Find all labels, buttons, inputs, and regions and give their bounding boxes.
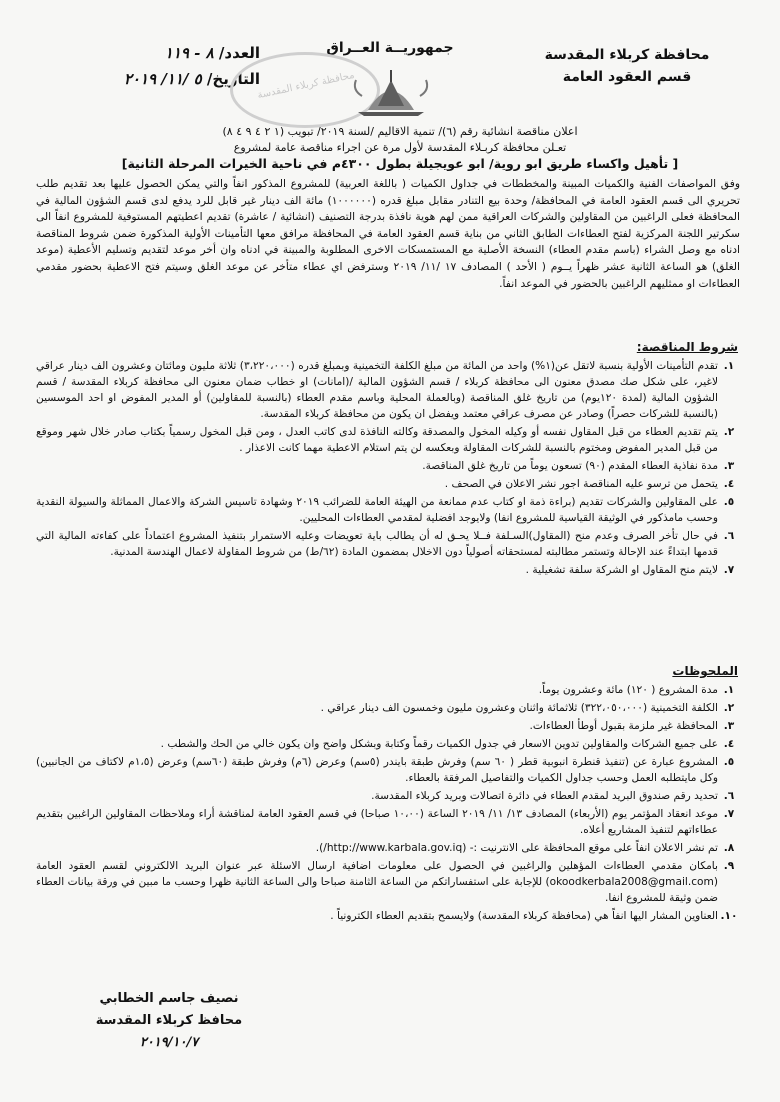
list-item-text: المشروع عبارة عن (تنفيذ قنطرة انبوبية قطر ( ٦٠ سم) وفرش طبقة بايندر (٥سم) وعرض (٦م) وفرش طبقة (٦٠سم) وعرض (١،٥م لاكتاف من الجانبين) وكل مايتطلبه العمل وحسب جداول الكميات والتفاصيل المرفقة بالعطاء. <box>36 756 718 784</box>
list-item-number: ٧. <box>723 564 735 576</box>
list-item-text: الكلفة التخمينية (٣٢٢،٠٥٠،٠٠٠) ثلاثمائة واثنان وعشرون مليون وخمسون الف دينار عراقي . <box>320 702 718 714</box>
reference-number <box>40 40 260 66</box>
conditions-title: شروط المناقصة: <box>636 340 738 354</box>
list-item-number: ٢. <box>723 702 735 714</box>
list-item-number: ٤. <box>723 738 735 750</box>
list-item-text: لايتم منح المقاول او الشركة سلفة تشغيلية . <box>525 564 718 576</box>
signatory-title: محافظ كربلاء المقدسة <box>95 1013 243 1028</box>
list-item-text: المحافظة غير ملزمة بقبول أوطأ العطاءات. <box>529 720 718 732</box>
list-item-text: بامكان مقدمي العطاءات المؤهلين والراغبين في الحصول على معلومات اضافية ارسال الاسئلة عبر عنوان البريد الالكتروني لقسم العقود العامة (okoodkerbala2008@gmail.com) للإجابة على استفساراتكم من الساعة الثامنة صباحا والى الساعة الثانية ظهرا وحسب ما مبين في ورقة بيانات العطاء ضمن وثيقة للمشروع انفا. <box>36 860 718 904</box>
list-item <box>36 788 740 804</box>
announcement-heading <box>60 124 740 172</box>
list-item-number: ٩. <box>723 860 735 872</box>
list-item-number: ٥. <box>723 496 735 508</box>
notes-list <box>36 682 740 926</box>
list-item <box>36 908 740 924</box>
department-name: قسم العقود العامة <box>562 69 692 85</box>
list-item-text: في حال تأخر الصرف وعدم منح (المقاول)السـلفة فــلا يحـق له أن يطالب باية تعويضات وعليه الاستمرار بتنفيذ المشروع اعتماداً على كفاءته المالية التي قدمها ابتداءً عند الإحالة وتستمر مطالبته لمستحقاته أصولياً دون الاخلال بمضمون المادة (٦٢/ط) من شروط المقاولة لاعمال الهندسة المدنية. <box>36 530 718 558</box>
list-item <box>36 476 740 492</box>
list-item-number: ٣. <box>723 720 735 732</box>
list-item-text: على المقاولين والشركات تقديم (براءة ذمة او كتاب عدم ممانعة من الهيئة العامة للضرائب ٢٠١٩ وشهادة تاسيس الشركة والاعمال المماثلة والسيولة النقدية وحسب مامذكور في الوثيقة القياسية للمشروع انفا) ولايوجد افضلية لمقدمي العطاءات المحليين. <box>36 496 718 524</box>
list-item-text: يتم تقديم العطاء من قبل المقاول نفسه أو وكيله المخول والمصدقة وكالته النافذة لدى كاتب العدل ، ومن قبل المخول رسمياً بكتاب صادر خلال شهر وموقع من قبل المدير المفوض ومختوم بالنسبة للشركات المقاولة وبعكسه لن يتم استلام الاعطية مهما كانت الاعذار . <box>36 426 718 454</box>
signatory-name: نصيف جاسم الخطابي <box>99 991 239 1006</box>
list-item-number: ١. <box>723 360 735 372</box>
list-item-text: العناوين المشار اليها انفاً هي (محافظة كربلاء المقدسة) ولايسمح بتقديم العطاء الكترونياً . <box>330 910 718 922</box>
signature-date: ٢٠١٩/١٠/٧ <box>139 1035 199 1050</box>
list-item <box>36 736 740 752</box>
country-name: جمهوريــة العــراق <box>326 40 454 56</box>
list-item <box>36 806 740 838</box>
list-item-text: تحديد رقم صندوق البريد لمقدم العطاء في دائرة اتصالات وبريد كربلاء المقدسة. <box>371 790 718 802</box>
list-item-text: مدة نفاذية العطاء المقدم (٩٠) تسعون يوماً من تاريخ غلق المناقصة. <box>422 460 718 472</box>
list-item <box>36 528 740 560</box>
list-item <box>36 562 740 578</box>
date-label: التاريخ/ <box>206 70 260 88</box>
notes-title: الملحوظات <box>672 664 738 678</box>
list-item-number: ١٠. <box>720 910 738 922</box>
signature-block <box>84 988 254 1054</box>
list-item <box>36 858 740 906</box>
announcement-line-2: تعـلن محافظة كربـلاء المقدسة لأول مرة عن اجراء مناقصة عامة لمشروع <box>233 141 567 154</box>
list-item <box>36 840 740 856</box>
list-item <box>36 494 740 526</box>
list-item <box>36 754 740 786</box>
list-item <box>36 682 740 698</box>
header-governorate-block <box>522 44 732 88</box>
list-item-number: ٥. <box>723 756 735 768</box>
governorate-name: محافظة كربلاء المقدسة <box>544 47 710 63</box>
stamp-text: محافظة كربلاء المقدسة <box>256 69 356 102</box>
list-item-text: موعد انعقاد المؤتمر يوم (الأربعاء) المصادف ١٣/ ١١/ ٢٠١٩ الساعة (١٠،٠٠ صباحا) في قسم العقود العامة لمناقشة أراء وملاحظات المقاولين الراغبين بتقديم عطاءاتهم لتنفيذ المشاريع أعلاه. <box>36 808 718 836</box>
list-item-number: ٦. <box>723 790 735 802</box>
intro-paragraph: وفق المواصفات الفنية والكميات المبينة والمخططات في جداول الكميات ( باللغة العربية) للمشروع المذكور انفاً والتي يمكن الحصول عليها بعد تقديم طلب تحريري الى قسم العقود العامة في المحافظة/ وحدة بيع التنادر مقابل مبلغ قدره (١٠٠٠٠٠٠) مائة الف دينار غير قابل للرد يدفع لدى قسم الشؤون المالية في المحافظة فعلى الراغبين من المقاولين والشركات العراقية ممن لهم هوية نافذة بدرجة التصنيف (انشائية / عاشرة) تقديم اعطيتهم المستوفية للمشروع انفاً الى سكرتير اللجنة المركزية لفتح العطاءات الطابق الثاني من بناية قسم العقود العامة في المحافظة مرافق معها التأمينات الأولية المذكورة ضمن شروط المناقصة ادناه مع وصل الشراء (باسم مقدم العطاء) النسخة الأصلية مع المستمسكات الاخرى المطلوبة والمبينة في ادناه وان أخر موعد لتقديم وتسليم الأعطية (موعد الغلق) هو الساعة الثانية عشر ظهراً يــوم ( الأحد ) المصادف ١٧ /١١/ ٢٠١٩ وسترفض اي عطاء متأخر عن موعد الغلق وسيتم فتح الاعطية بحضور مقدمي العطاءات او ممثليهم الراغبين بالحضور في الموعد انفاً. <box>36 177 741 290</box>
date-value: ٥ /١١/ ٢٠١٩ <box>123 70 202 88</box>
list-item <box>36 718 740 734</box>
list-item-text: تم نشر الاعلان انفاً على موقع المحافظة على الانترنيت :- (http://www.karbala.gov.iq/). <box>315 842 718 854</box>
header-reference-block <box>40 40 260 92</box>
list-item <box>36 458 740 474</box>
list-item-number: ٤. <box>723 478 735 490</box>
list-item-text: يتحمل من ترسو عليه المناقصة اجور نشر الاعلان في الصحف . <box>444 478 718 490</box>
list-item-text: مدة المشروع ( ١٢٠) مائة وعشرون يوماً. <box>538 684 718 696</box>
list-item-number: ٧. <box>723 808 735 820</box>
list-item-number: ١. <box>723 684 735 696</box>
list-item-number: ٢. <box>723 426 735 438</box>
number-label: العدد/ <box>218 44 260 62</box>
list-item-number: ٨. <box>723 842 735 854</box>
project-title: [ تأهيل واكساء طريق ابو روية/ ابو عويجيلة بطول ٤٣٠٠م في ناحية الخيرات المرحلة الثانية] <box>121 156 679 171</box>
number-value: ٨ - ١١٩ <box>164 44 214 62</box>
list-item <box>36 358 740 422</box>
list-item <box>36 700 740 716</box>
announcement-line-1: اعلان مناقصة انشائية رقم (٦)/ تنمية الاقاليم /لسنة ٢٠١٩/ تبويب (١ ٢ ٤ ٩ ٤ ٨) <box>222 125 578 138</box>
list-item-number: ٦. <box>723 530 735 542</box>
reference-date <box>40 66 260 92</box>
list-item-number: ٣. <box>723 460 735 472</box>
list-item-text: تقدم التأمينات الأولية بنسبة لاتقل عن(١%) واحد من المائة من مبلغ الكلفة التخمينية وبمبلغ قدره (٣،٢٢٠،٠٠٠) ثلاثة مليون ومائتان وعشرون الف دينار عراقي لاغير، على شكل صك مصدق معنون الى محافظة كربلاء / قسم الشؤون المالية /(امانات) او خطاب ضمان معنون الى محافظة كربلاء المقدسة / قسم الشؤون المالية (لمدة ١٢٠يوم) من تاريخ غلق المناقصة (وبالعملة المحلية وباسم مقدم العطاء (بالنسبة للمقاولين) أو المدير المفوض او احد الموسسين (بالنسبة للشركات حصراً) وصادر عن مصرف عراقي معتمد ويفضل ان يكون من محافظة كربلاء المقدسة. <box>36 360 718 420</box>
list-item-text: على جميع الشركات والمقاولين تدوين الاسعار في جدول الكميات رقماً وكتابة وبشكل واضح وان يكون خالي من الحك والشطب . <box>160 738 718 750</box>
list-item <box>36 424 740 456</box>
conditions-list <box>36 358 740 580</box>
emblem-icon <box>348 66 434 120</box>
